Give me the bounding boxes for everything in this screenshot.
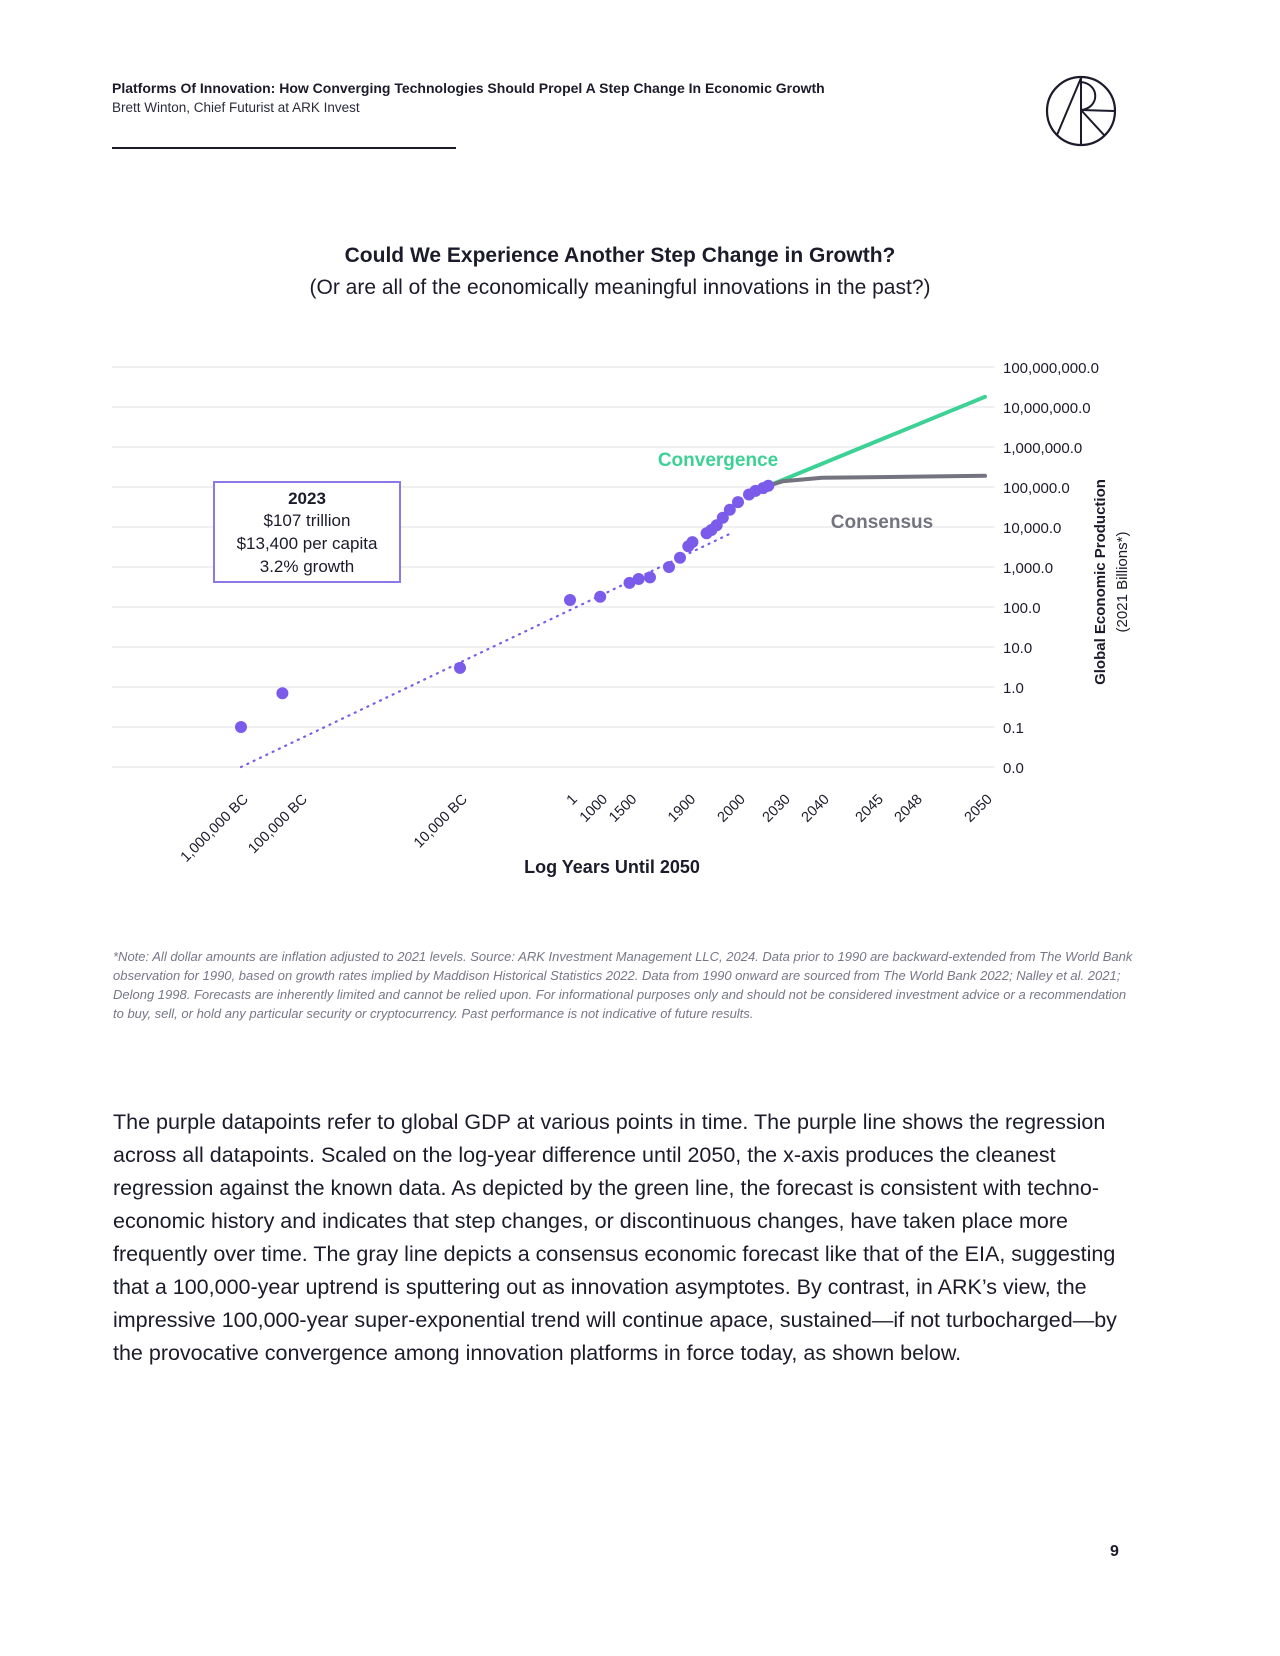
y-tick-label: 10,000,000.0 (1003, 400, 1091, 417)
y-axis-sublabel: (2021 Billions*) (1114, 531, 1131, 633)
report-author: Brett Winton, Chief Futurist at ARK Invest (112, 100, 360, 115)
data-point (564, 594, 576, 606)
annotation-box (214, 482, 400, 582)
x-tick-label: 2048 (891, 791, 926, 826)
page-header (112, 80, 825, 115)
page-number: 9 (1110, 1543, 1119, 1560)
chart-title: Could We Experience Another Step Change in Growth? (344, 244, 896, 267)
x-tick-label: 100,000 BC (245, 791, 311, 857)
y-axis-tick-labels (1003, 360, 1099, 777)
series-line-consensus (768, 476, 985, 486)
gdp-chart (0, 330, 1240, 890)
forecast-lines (768, 397, 985, 486)
x-tick-label: 1900 (664, 791, 700, 826)
annotation-gdp: $107 trillion (263, 511, 351, 530)
ark-logo-icon (1044, 74, 1118, 148)
report-title: Platforms Of Innovation: How Converging Technologies Should Propel A Step Change In Economic Growth (112, 80, 825, 96)
data-point (454, 662, 466, 674)
chart-subtitle: (Or are all of the economically meaningful innovations in the past?) (309, 276, 931, 299)
x-axis-label: Log Years Until 2050 (524, 857, 700, 877)
y-tick-label: 10.0 (1003, 640, 1033, 657)
y-tick-label: 0.0 (1003, 760, 1024, 777)
series-line-convergence (768, 397, 985, 486)
data-point (686, 536, 698, 548)
y-axis-label: Global Economic Production (1092, 479, 1109, 685)
data-point (276, 687, 288, 699)
x-tick-label: 2045 (852, 791, 887, 826)
x-tick-label: 2040 (798, 791, 833, 826)
y-tick-label: 100,000,000.0 (1003, 360, 1099, 377)
series-label-convergence: Convergence (657, 450, 779, 471)
y-tick-label: 1,000.0 (1003, 560, 1054, 577)
y-tick-label: 100,000.0 (1003, 480, 1070, 497)
x-tick-label: 1000 (576, 791, 612, 826)
annotation-growth: 3.2% growth (259, 557, 355, 576)
data-point (633, 573, 645, 585)
data-point (594, 591, 606, 603)
y-tick-label: 100.0 (1003, 600, 1041, 617)
annotation-per-capita: $13,400 per capita (236, 534, 378, 553)
data-point (235, 721, 247, 733)
x-tick-label: 2030 (759, 791, 794, 826)
y-tick-label: 1.0 (1003, 680, 1024, 697)
y-tick-label: 10,000.0 (1003, 520, 1062, 537)
chart-footnote: *Note: All dollar amounts are inflation adjusted to 2021 levels. Source: ARK Investment Management LLC, 2024. Data prior to 1990 are backward-extended from The World Bank observation for 1990, based on growth rates implied by Maddison Historical Statistics 2022. Data from 1990 onward are sourced from The World Bank 2022; Nalley et al. 2021; Delong 1998. Forecasts are inherently limited and cannot be relied upon. For informational purposes only and should not be considered investment advice or a recommendation to buy, sell, or hold any particular security or cryptocurrency. Past performance is not indicative of future results. (113, 949, 1133, 1021)
data-point (674, 552, 686, 564)
series-label-consensus: Consensus (830, 512, 934, 533)
x-tick-label: 1500 (606, 791, 641, 826)
header-divider (112, 147, 456, 149)
x-tick-label: 2050 (961, 791, 996, 826)
data-point (762, 480, 774, 492)
x-tick-label: 1 (563, 791, 581, 809)
x-axis-tick-labels (178, 792, 996, 866)
data-point (732, 496, 744, 508)
x-tick-label: 10,000 BC (411, 791, 471, 852)
body-paragraph: The purple datapoints refer to global GDP at various points in time. The purple line shows the regression across all datapoints. Scaled on the log-year difference until 2050, the x-axis produces the cleanest regression against the known data. As depicted by the green line, the forecast is consistent with techno-economic history and indicates that step changes, or discontinuous changes, have taken place more frequently over time. The gray line depicts a consensus economic forecast like that of the EIA, suggesting that a 100,000-year uptrend is sputtering out as innovation asymptotes. By contrast, in ARK’s view, the impressive 100,000-year super-exponential trend will continue apace, sustained—if not turbocharged—by the provocative convergence among innovation platforms in force today, as shown below. (113, 1110, 1117, 1365)
x-tick-label: 1,000,000 BC (177, 791, 252, 866)
data-point (663, 561, 675, 573)
y-tick-label: 0.1 (1003, 720, 1024, 737)
x-tick-label: 2000 (714, 791, 749, 826)
annotation-year: 2023 (288, 489, 326, 508)
data-point (644, 571, 656, 583)
y-tick-label: 1,000,000.0 (1003, 440, 1083, 457)
